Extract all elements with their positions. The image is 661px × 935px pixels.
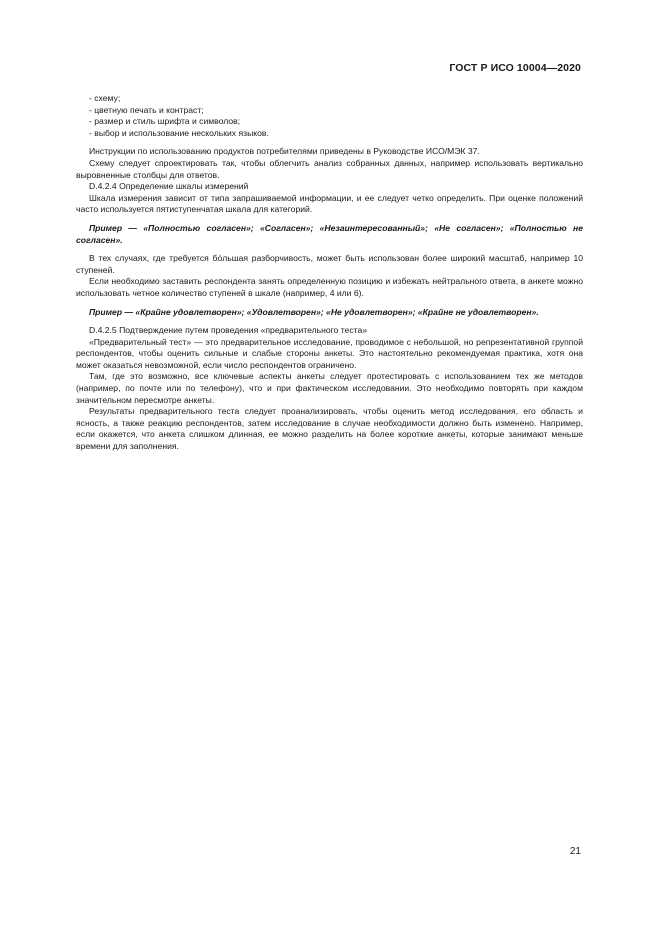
document-code: ГОСТ Р ИСО 10004—2020	[449, 62, 581, 74]
list-item: - цветную печать и контраст;	[89, 104, 204, 115]
section-heading: D.4.2.4 Определение шкалы измерений	[89, 181, 249, 192]
spacer	[76, 318, 583, 325]
paragraph: Схему следует спроектировать так, чтобы облегчить анализ собранных данных, например использовать вертикально выровненные столбцы для ответов.	[76, 157, 583, 180]
list-item: - выбор и использование нескольких языков.	[89, 127, 269, 138]
list-item: - размер и стиль шрифта и символов;	[89, 116, 241, 127]
spacer	[76, 246, 583, 253]
paragraph: «Предварительный тест» — это предварительное исследование, проводимое с небольшой, но репрезентативной группой респондентов, чтобы оценить сильные и слабые стороны анкеты. Это настоятельно рекомендуемая практика, хотя она может оказаться невозможной, если число респондентов ограничено.	[76, 336, 583, 370]
paragraph: Там, где это возможно, все ключевые аспекты анкеты следует протестировать с использованием тех же методов (например, по почте или по телефону), что и при фактическом исследовании. Это необходимо повторять при каждом значительном пересмотре анкеты.	[76, 371, 583, 405]
list-item: - схему;	[89, 93, 121, 103]
section-heading: D.4.2.5 Подтверждение путем проведения «предварительного теста»	[89, 325, 368, 336]
example-text: Пример — «Полностью согласен»; «Согласен»; «Незаинтересованный»; «Не согласен»; «Полностью не согласен».	[76, 222, 583, 245]
paragraph: Инструкции по использованию продуктов потребителями приведены в Руководстве ИСО/МЭК 37.	[89, 146, 480, 157]
page-number: 21	[569, 846, 581, 857]
paragraph: Шкала измерения зависит от типа запрашиваемой информации, и ее следует четко определить. При оценке положений часто используется пятиступенчатая шкала для категорий.	[76, 192, 583, 215]
example-text: Пример — «Крайне удовлетворен»; «Удовлетворен»; «Не удовлетворен»; «Крайне не удовлетворен».	[89, 306, 539, 317]
page-body	[76, 93, 583, 453]
paragraph: Результаты предварительного теста следует проанализировать, чтобы оценить метод исследования, его область и ясность, а также реакцию респондентов, затем исследование в случае необходимости должно быть изменено. Например, если окажется, что анкета слишком длинная, ее можно разделить на более короткие анкеты, которые занимают меньше времени для заполнения.	[76, 406, 583, 452]
spacer	[76, 216, 583, 223]
paragraph: В тех случаях, где требуется бо́льшая разборчивость, может быть использован более широкий масштаб, например 10 ступеней.	[76, 253, 583, 275]
spacer	[76, 139, 583, 146]
paragraph: Если необходимо заставить респондента занять определенную позицию и избежать нейтрального ответа, в анкете можно использовать четное количество ступеней в шкале (например, 4 или 6).	[76, 276, 583, 298]
spacer	[76, 300, 583, 307]
